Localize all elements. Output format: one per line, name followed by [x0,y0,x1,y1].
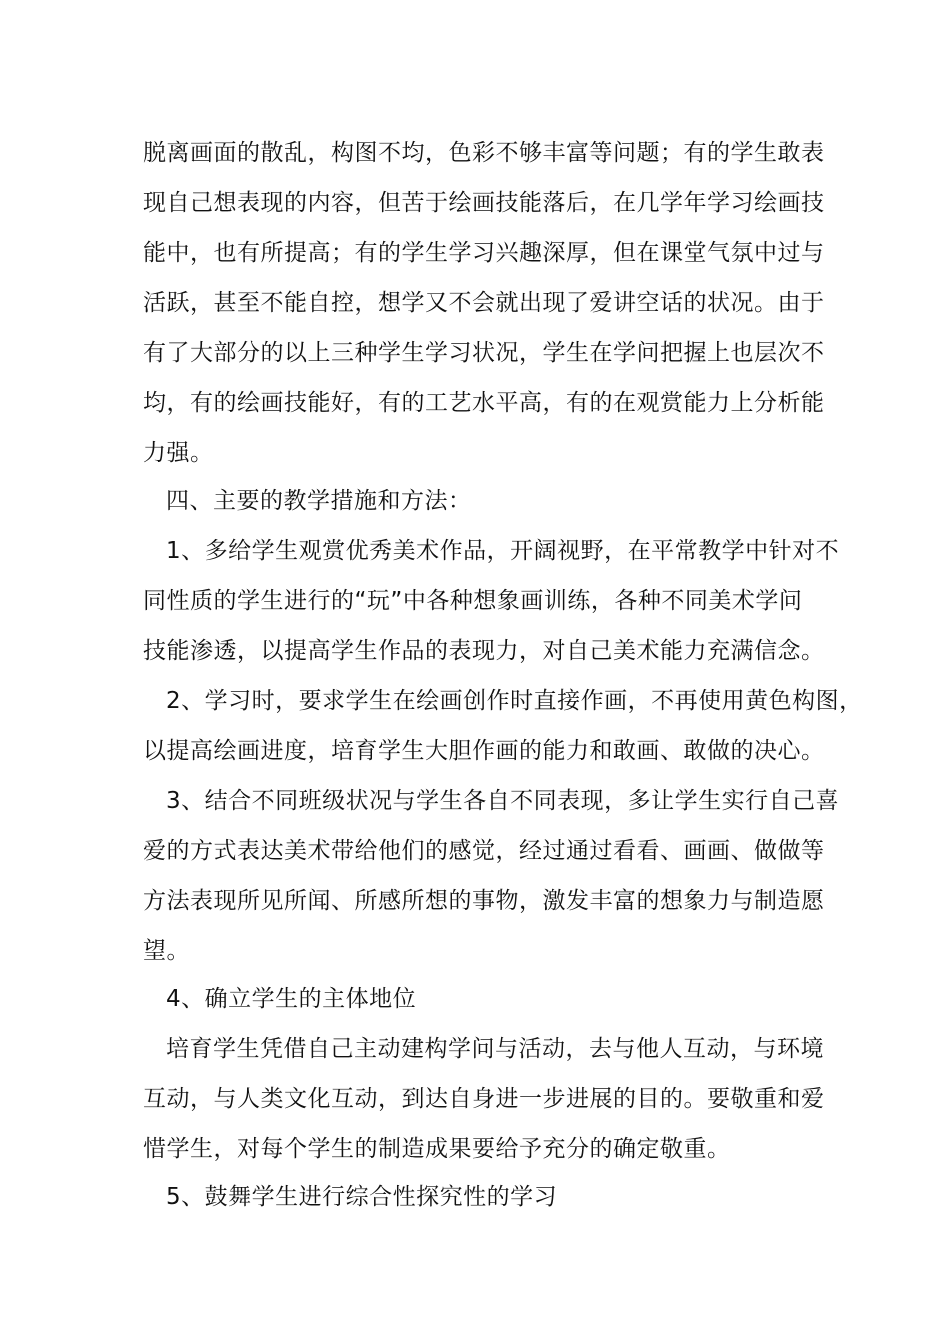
text-line: 现自己想表现的内容，但苦于绘画技能落后，在几学年学习绘画技 [143,190,825,216]
list-item-start: 5、鼓舞学生进行综合性探究性的学习 [166,1184,558,1210]
text-line: 互动，与人类文化互动，到达自身进一步进展的目的。要敬重和爱 [143,1086,825,1112]
list-item-start: 2、学习时，要求学生在绘画创作时直接作画，不再使用黄色构图， [166,688,863,714]
text-line: 均，有的绘画技能好，有的工艺水平高，有的在观赏能力上分析能 [143,390,825,416]
text-line: 以提高绘画进度，培育学生大胆作画的能力和敢画、敢做的决心。 [143,738,825,764]
list-item-start: 4、确立学生的主体地位 [166,986,417,1012]
text-line: 力强。 [143,440,214,466]
text-line: 同性质的学生进行的“玩”中各种想象画训练，各种不同美术学问 [143,588,803,614]
text-line: 惜学生，对每个学生的制造成果要给予充分的确定敬重。 [143,1136,731,1162]
paragraph-start: 培育学生凭借自己主动建构学问与活动，去与他人互动，与环境 [166,1036,824,1062]
text-line: 方法表现所见所闻、所感所想的事物，激发丰富的想象力与制造愿 [143,888,825,914]
text-line: 活跃，甚至不能自控，想学又不会就出现了爱讲空话的状况。由于 [143,290,825,316]
text-line: 望。 [143,938,190,964]
list-item-start: 3、结合不同班级状况与学生各自不同表现，多让学生实行自己喜 [166,788,840,814]
section-heading: 四、主要的教学措施和方法： [166,488,472,514]
text-line: 脱离画面的散乱，构图不均，色彩不够丰富等问题；有的学生敢表 [143,140,825,166]
text-line: 爱的方式表达美术带给他们的感觉，经过通过看看、画画、做做等 [143,838,825,864]
list-item-start: 1、多给学生观赏优秀美术作品，开阔视野，在平常教学中针对不 [166,538,840,564]
text-line: 有了大部分的以上三种学生学习状况，学生在学问把握上也层次不 [143,340,825,366]
text-line: 能中，也有所提高；有的学生学习兴趣深厚，但在课堂气氛中过与 [143,240,825,266]
text-line: 技能渗透，以提高学生作品的表现力，对自己美术能力充满信念。 [143,638,825,664]
